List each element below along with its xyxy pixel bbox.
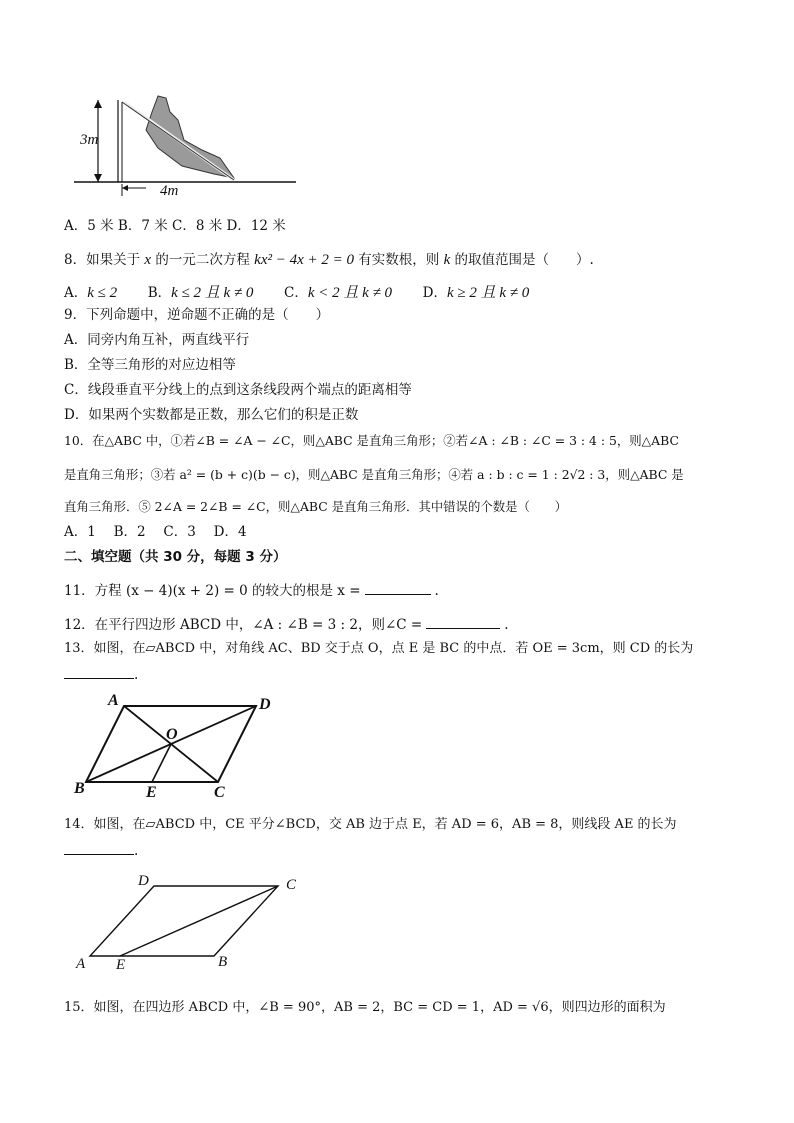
parallelogram-figure-q13 xyxy=(74,688,284,804)
q15-stem: 15．如图，在四边形 ABCD 中，∠B = 90°，AB = 2，BC = CD = 1，AD = √6，则四边形的面积为 xyxy=(64,1000,666,1015)
fig7-label-height: 3m xyxy=(80,132,99,148)
fig14-label-a: A xyxy=(76,956,86,972)
q12-answer-blank[interactable] xyxy=(426,614,500,629)
q14-stem: 14．如图，在▱ABCD 中，CE 平分∠BCD，交 AB 边于点 E，若 AD = 6，AB = 8，则线段 AE 的长为 xyxy=(64,817,677,832)
fig13-label-a: A xyxy=(108,692,119,709)
q13-answer: . xyxy=(64,664,138,685)
q9-option-a: A．同旁内角互补，两直线平行 xyxy=(64,332,250,348)
fig14-label-c: C xyxy=(286,877,297,893)
fig13-label-d: D xyxy=(259,696,271,713)
q13-answer-blank[interactable] xyxy=(64,664,134,679)
q14-answer-blank[interactable] xyxy=(64,840,134,855)
q10-options: A．1 B．2 C．3 D．4 xyxy=(64,524,247,540)
section-title-fill-in: 二、填空题（共 30 分，每题 3 分） xyxy=(64,549,287,565)
q14-answer: . xyxy=(64,840,138,861)
q9-option-d: D．如果两个实数都是正数，那么它们的积是正数 xyxy=(64,407,359,423)
q11-answer-blank[interactable] xyxy=(365,580,431,595)
q9-option-b: B．全等三角形的对应边相等 xyxy=(64,357,236,373)
fig14-label-d: D xyxy=(138,873,149,889)
parallelogram-figure-q14 xyxy=(80,872,300,962)
q9-stem: 9．下列命题中，逆命题不正确的是（ ） xyxy=(64,307,330,323)
fig14-label-e: E xyxy=(116,957,126,973)
q10-line1: 10．在△ABC 中，①若∠B = ∠A − ∠C，则△ABC 是直角三角形；②若∠A : ∠B : ∠C = 3 : 4 : 5，则△ABC xyxy=(64,433,679,448)
q10-line3: 直角三角形．⑤ 2∠A = 2∠B = ∠C，则△ABC 是直角三角形．其中错误的个数是（ ） xyxy=(64,499,568,514)
fig13-label-o: O xyxy=(166,726,178,743)
q8-options: A．k ≤ 2 B．k ≤ 2 且 k ≠ 0 C．k < 2 且 k ≠ 0 D．k ≥ 2 且 k ≠ 0 xyxy=(64,285,530,301)
fig14-label-b: B xyxy=(218,954,228,970)
q10-line2: 是直角三角形；③若 a² = (b + c)(b − c)，则△ABC 是直角三角形；④若 a : b : c = 1 : 2√2 : 3，则△ABC 是 xyxy=(64,467,684,482)
q9-option-c: C．线段垂直平分线上的点到这条线段两个端点的距离相等 xyxy=(64,382,412,398)
q12: 12．在平行四边形 ABCD 中，∠A : ∠B = 3 : 2，则∠C = . xyxy=(64,614,509,635)
fig13-label-c: C xyxy=(214,784,225,801)
fig13-label-b: B xyxy=(74,780,85,797)
q11: 11．方程 (x − 4)(x + 2) = 0 的较大的根是 x = . xyxy=(64,580,439,601)
q8-stem: 8．如果关于 x 的一元二次方程 kx² − 4x + 2 = 0 有实数根，则 k 的取值范围是（ ）. xyxy=(64,252,594,268)
q13-stem: 13．如图，在▱ABCD 中，对角线 AC、BD 交于点 O，点 E 是 BC 的中点．若 OE = 3cm，则 CD 的长为 xyxy=(64,641,694,656)
fig13-label-e: E xyxy=(146,784,157,801)
tree-figure xyxy=(74,92,300,202)
fig7-label-width: 4m xyxy=(160,183,179,199)
q7-options: A．5 米 B．7 米 C．8 米 D．12 米 xyxy=(64,218,286,234)
